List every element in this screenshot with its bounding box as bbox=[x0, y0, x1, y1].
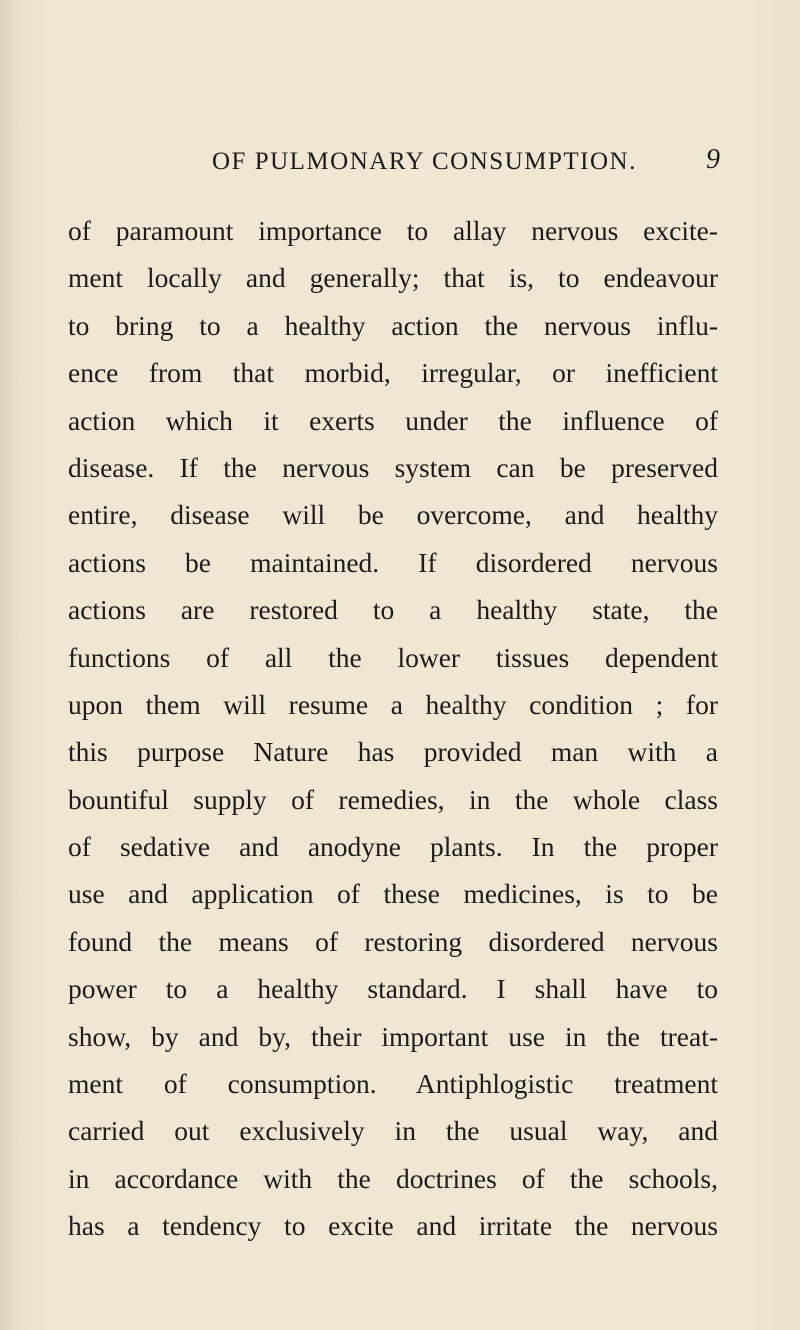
text-line: of sedative and anodyne plants. In the proper bbox=[68, 831, 718, 863]
text-line: in accordance with the doctrines of the schools, bbox=[68, 1162, 718, 1194]
text-line: of paramount importance to allay nervous excite- bbox=[68, 215, 718, 246]
running-head bbox=[0, 144, 800, 188]
text-line: upon them will resume a healthy condition ; for bbox=[68, 688, 718, 720]
text-line: functions of all the lower tissues dependent bbox=[68, 641, 718, 673]
text-line: bountiful supply of remedies, in the whole class bbox=[68, 783, 718, 815]
text-line: to bring to a healthy action the nervous influ- bbox=[68, 309, 718, 341]
text-line: ment locally and generally; that is, to endeavour bbox=[68, 262, 718, 294]
text-line: power to a healthy standard. I shall have to bbox=[68, 973, 718, 1005]
body-text bbox=[68, 207, 718, 1250]
text-line: found the means of restoring disordered nervous bbox=[68, 925, 718, 957]
text-line: disease. If the nervous system can be preserved bbox=[68, 451, 718, 483]
text-line: actions be maintained. If disordered nervous bbox=[68, 546, 718, 578]
page-number: 9 bbox=[706, 144, 720, 175]
text-line: actions are restored to a healthy state, the bbox=[68, 594, 718, 626]
running-title: OF PULMONARY CONSUMPTION. bbox=[212, 148, 637, 175]
text-line: action which it exerts under the influence of bbox=[68, 404, 718, 436]
text-line: use and application of these medicines, is to be bbox=[68, 878, 718, 910]
text-line: ment of consumption. Antiphlogistic treatment bbox=[68, 1068, 718, 1100]
text-line: show, by and by, their important use in the treat- bbox=[68, 1020, 718, 1052]
text-line: ence from that morbid, irregular, or inefficient bbox=[68, 357, 718, 389]
text-line: entire, disease will be overcome, and healthy bbox=[68, 499, 718, 531]
text-line: has a tendency to excite and irritate the nervous bbox=[68, 1210, 718, 1242]
text-line: carried out exclusively in the usual way, and bbox=[68, 1115, 718, 1147]
text-line: this purpose Nature has provided man with a bbox=[68, 736, 718, 768]
